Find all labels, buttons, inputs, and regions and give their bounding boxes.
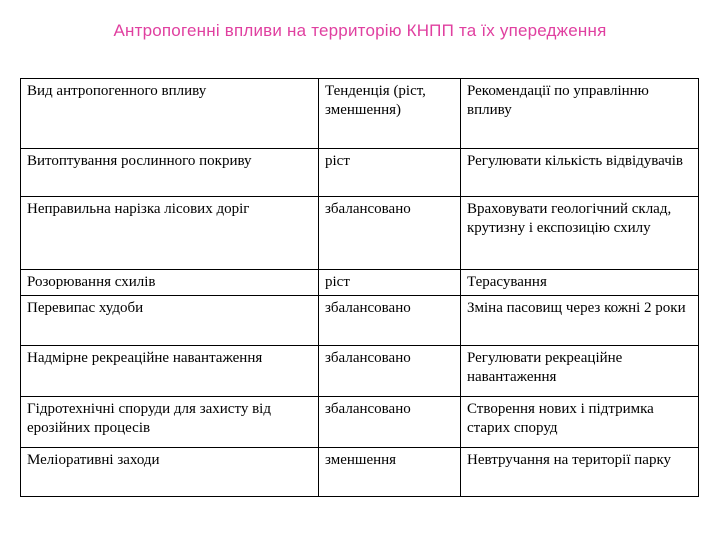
table-row	[21, 397, 699, 448]
trend-cell: збалансовано	[319, 197, 461, 270]
page-title: Антропогенні впливи на территорію КНПП та їх упередження	[113, 21, 607, 40]
trend-cell: збалансовано	[319, 296, 461, 346]
recommendation-cell: Регулювати кількість відвідувачів	[461, 149, 699, 197]
recommendation-cell: Зміна пасовищ через кожні 2 роки	[461, 296, 699, 346]
impact-type-cell: Неправильна нарізка лісових доріг	[21, 197, 319, 270]
table-row	[21, 270, 699, 296]
impact-type-cell: Надмірне рекреаційне навантаження	[21, 346, 319, 397]
impact-type-cell: Витоптування рослинного покриву	[21, 149, 319, 197]
header-impact-type: Вид антропогенного впливу	[21, 79, 319, 149]
table-row	[21, 448, 699, 497]
recommendation-cell: Враховувати геологічний склад, крутизну і експозицію схилу	[461, 197, 699, 270]
recommendation-cell: Регулювати рекреаційне навантаження	[461, 346, 699, 397]
recommendation-cell: Терасування	[461, 270, 699, 296]
trend-cell: ріст	[319, 149, 461, 197]
impact-type-cell: Розорювання схилів	[21, 270, 319, 296]
table-header-row	[21, 79, 699, 149]
impact-table	[20, 78, 699, 497]
impact-type-cell: Гідротехнічні споруди для захисту від ерозійних процесів	[21, 397, 319, 448]
table-row	[21, 346, 699, 397]
trend-cell: збалансовано	[319, 346, 461, 397]
impact-type-cell: Перевипас худоби	[21, 296, 319, 346]
table-row	[21, 149, 699, 197]
header-trend: Тенденція (ріст, зменшення)	[319, 79, 461, 149]
impact-type-cell: Меліоративні заходи	[21, 448, 319, 497]
trend-cell: зменшення	[319, 448, 461, 497]
table-row	[21, 197, 699, 270]
trend-cell: збалансовано	[319, 397, 461, 448]
header-recommendations: Рекомендації по управлінню впливу	[461, 79, 699, 149]
recommendation-cell: Невтручання на території парку	[461, 448, 699, 497]
table-row	[21, 296, 699, 346]
trend-cell: ріст	[319, 270, 461, 296]
recommendation-cell: Створення нових і підтримка старих споруд	[461, 397, 699, 448]
